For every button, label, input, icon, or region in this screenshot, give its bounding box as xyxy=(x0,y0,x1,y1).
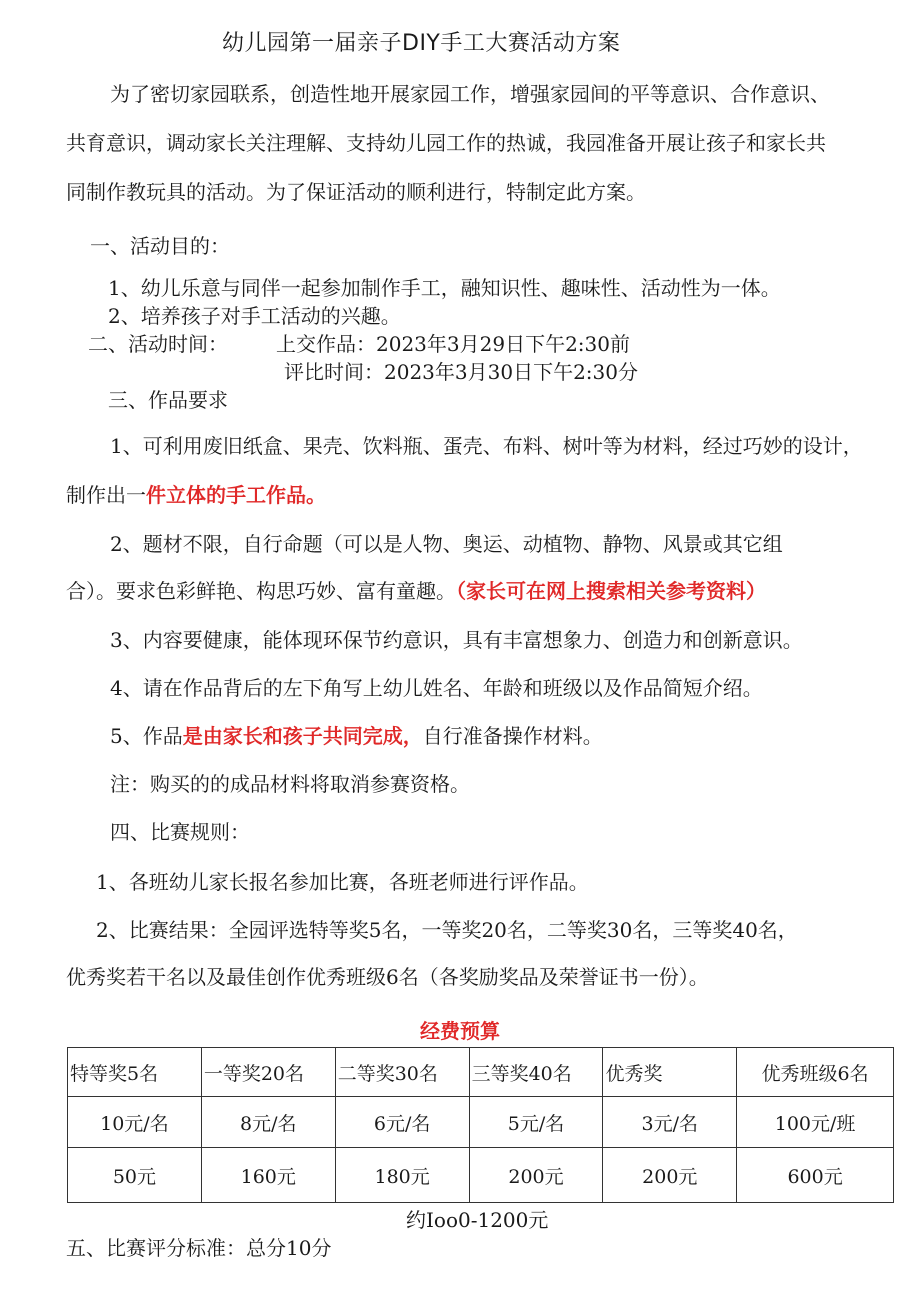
requirement-2-prefix: 合）。要求色彩鲜艳、构思巧妙、富有童趣。 xyxy=(66,579,456,603)
section2-heading: 二、活动时间： xyxy=(88,332,228,356)
requirement-note: 注：购买的的成品材料将取消参赛资格。 xyxy=(110,772,470,796)
section4-heading: 四、比赛规则： xyxy=(110,820,250,844)
section1-item-2: 2、培养孩子对手工活动的兴趣。 xyxy=(108,304,401,328)
section2-judge-time: 评比时间：2023年3月30日下午2:30分 xyxy=(284,360,638,384)
rule-1: 1、各班幼儿家长报名参加比赛，各班老师进行评作品。 xyxy=(96,870,589,894)
rule-2-line-1: 2、比赛结果：全园评选特等奖5名，一等奖20名，二等奖30名，三等奖40名， xyxy=(96,918,798,942)
requirement-5-prefix: 5、作品 xyxy=(110,724,183,748)
budget-header-cell: 二等奖30名 xyxy=(335,1048,469,1097)
rule-2-line-2: 优秀奖若干名以及最佳创作优秀班级6名（各奖励奖品及荣誉证书一份）。 xyxy=(66,965,709,989)
budget-unit-cell: 8元/名 xyxy=(201,1097,335,1148)
budget-header-cell: 一等奖20名 xyxy=(201,1048,335,1097)
document-title: 幼儿园第一届亲子DIY手工大赛活动方案 xyxy=(222,31,621,56)
budget-total-cell: 600元 xyxy=(737,1148,894,1203)
budget-total-cell: 180元 xyxy=(335,1148,469,1203)
budget-table xyxy=(67,1047,894,1203)
budget-unit-cell: 10元/名 xyxy=(68,1097,202,1148)
budget-header-cell: 优秀班级6名 xyxy=(737,1048,894,1097)
requirement-2-line-1: 2、题材不限，自行命题（可以是人物、奥运、动植物、静物、风景或其它组 xyxy=(110,532,783,556)
section2-submit-time: 上交作品：2023年3月29日下午2:30前 xyxy=(276,332,630,356)
requirement-2-line-2 xyxy=(66,577,766,605)
budget-title: 经费预算 xyxy=(420,1019,500,1043)
intro-line-2: 共育意识，调动家长关注理解、支持幼儿园工作的热诚，我园准备开展让孩子和家长共 xyxy=(66,131,826,155)
budget-unit-cell: 3元/名 xyxy=(603,1097,737,1148)
budget-unit-row xyxy=(68,1097,894,1148)
requirement-5 xyxy=(110,722,603,750)
requirement-1-prefix: 制作出一 xyxy=(66,483,146,507)
requirement-4: 4、请在作品背后的左下角写上幼儿姓名、年龄和班级以及作品简短介绍。 xyxy=(110,676,763,700)
budget-total-cell: 200元 xyxy=(469,1148,603,1203)
budget-estimate: 约Ioo0-1200元 xyxy=(406,1208,549,1232)
budget-total-row xyxy=(68,1148,894,1203)
budget-unit-cell: 6元/名 xyxy=(335,1097,469,1148)
requirement-5-suffix: 自行准备操作材料。 xyxy=(422,724,603,748)
section1-item-1: 1、幼儿乐意与同伴一起参加制作手工，融知识性、趣味性、活动性为一体。 xyxy=(108,276,781,300)
requirement-3: 3、内容要健康，能体现环保节约意识，具有丰富想象力、创造力和创新意识。 xyxy=(110,628,803,652)
budget-total-cell: 50元 xyxy=(68,1148,202,1203)
budget-header-row xyxy=(68,1048,894,1097)
budget-header-cell: 优秀奖 xyxy=(603,1048,737,1097)
budget-unit-cell: 5元/名 xyxy=(469,1097,603,1148)
requirement-2-highlight: （家长可在网上搜索相关参考资料） xyxy=(456,579,766,603)
section5-heading: 五、比赛评分标准：总分10分 xyxy=(66,1236,332,1260)
budget-total-cell: 160元 xyxy=(201,1148,335,1203)
requirement-1-line-2 xyxy=(66,481,326,509)
budget-unit-cell: 100元/班 xyxy=(737,1097,894,1148)
requirement-1-highlight: 件立体的手工作品。 xyxy=(146,483,326,507)
section1-heading: 一、活动目的： xyxy=(90,234,230,258)
budget-total-cell: 200元 xyxy=(603,1148,737,1203)
section3-heading: 三、作品要求 xyxy=(108,388,228,412)
requirement-5-highlight: 是由家长和孩子共同完成， xyxy=(182,724,423,748)
requirement-1-line-1: 1、可利用废旧纸盒、果壳、饮料瓶、蛋壳、布料、树叶等为材料，经过巧妙的设计， xyxy=(110,434,863,458)
intro-line-1: 为了密切家园联系，创造性地开展家园工作，增强家园间的平等意识、合作意识、 xyxy=(110,82,830,106)
budget-header-cell: 三等奖40名 xyxy=(469,1048,603,1097)
budget-header-cell: 特等奖5名 xyxy=(68,1048,202,1097)
intro-line-3: 同制作教玩具的活动。为了保证活动的顺利进行，特制定此方案。 xyxy=(66,180,646,204)
